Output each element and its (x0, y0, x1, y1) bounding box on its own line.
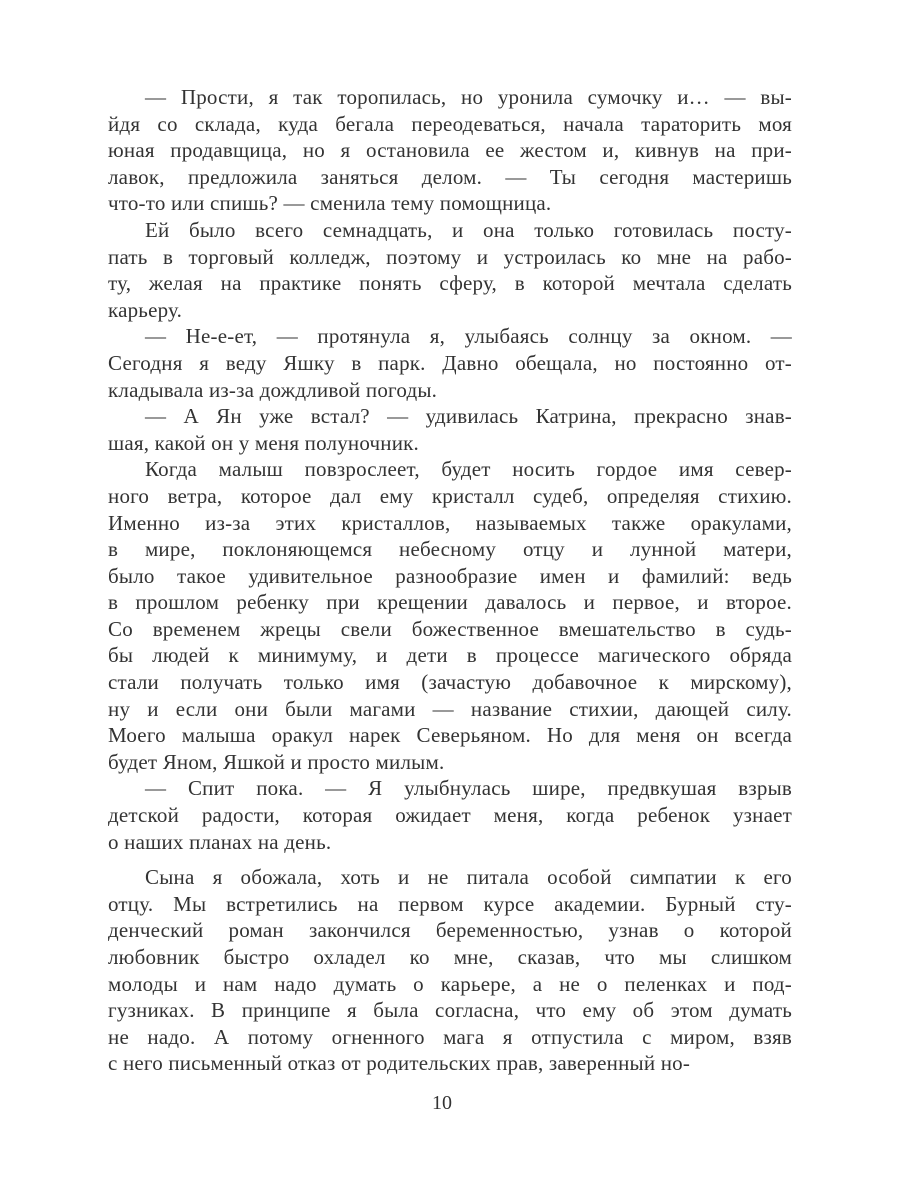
paragraph (108, 403, 792, 456)
text-line: денческий роман закончился беременностью, узнав о которой (108, 918, 792, 943)
paragraph (108, 775, 792, 855)
text-line: любовник быстро охладел ко мне, сказав, что мы слишком (108, 945, 792, 969)
paragraph (108, 456, 792, 775)
text-line: — Спит пока. — Я улыбнулась шире, предвкушая взрыв (145, 776, 792, 801)
paragraph (108, 323, 792, 403)
text-line: лавок, предложила заняться делом. — Ты сегодня мастеришь (108, 164, 792, 189)
text-line: бы людей к минимуму, и дети в процессе магического обряда (108, 643, 792, 668)
paragraph (108, 84, 792, 217)
text-line: юная продавщица, но я остановила ее жестом и, кивнув на при- (108, 138, 792, 163)
text-line: о наших планах на день. (108, 829, 332, 854)
text-line: кладывала из-за дождливой погоды. (108, 377, 438, 402)
text-line: в прошлом ребенку при крещении давалось и первое, и второе. (108, 590, 792, 615)
text-line: пать в торговый колледж, поэтому и устроилась ко мне на рабо- (108, 244, 792, 269)
text-line: в мире, поклоняющемся небесному отцу и лунной матери, (108, 537, 792, 562)
text-line: молоды и нам надо думать о карьере, а не о пеленках и под- (108, 971, 792, 996)
text-line: ну и если они были магами — название стихии, дающей силу. (108, 696, 792, 721)
paragraph (108, 864, 792, 1077)
text-line: что-то или спишь? — сменила тему помощница. (108, 191, 552, 216)
text-line: — Не-е-ет, — протянула я, улыбаясь солнцу за окном. — (145, 324, 792, 349)
text-line: гузниках. В принципе я была согласна, что ему об этом думать (108, 998, 792, 1023)
paragraph (108, 217, 792, 323)
text-line: карьеру. (108, 297, 183, 322)
text-line: Ей было всего семнадцать, и она только готовилась посту- (145, 217, 792, 242)
page-number: 10 (432, 1092, 452, 1114)
text-line: не надо. А потому огненного мага я отпустила с миром, взяв (108, 1024, 792, 1049)
text-line: отцу. Мы встретились на первом курсе академии. Бурный сту- (108, 891, 792, 916)
text-line: Сегодня я веду Яшку в парк. Давно обещала, но постоянно от- (108, 350, 792, 375)
text-line: Сына я обожала, хоть и не питала особой симпатии к его (145, 865, 792, 890)
text-line: было такое удивительное разнообразие имен и фамилий: ведь (108, 563, 792, 588)
page-text (108, 84, 792, 1077)
text-line: Именно из-за этих кристаллов, называемых также оракулами, (108, 510, 792, 535)
text-line: Когда малыш повзрослеет, будет носить гордое имя север- (145, 457, 792, 482)
text-line: Моего малыша оракул нарек Северьяном. Но для меня он всегда (108, 723, 792, 748)
text-line: шая, какой он у меня полуночник. (108, 430, 420, 455)
text-line: — А Ян уже встал? — удивилась Катрина, прекрасно знав- (145, 404, 792, 429)
text-line: ного ветра, которое дал ему кристалл судеб, определяя стихию. (108, 483, 792, 508)
text-line: ту, желая на практике понять сферу, в которой мечтала сделать (108, 271, 792, 296)
text-line: с него письменный отказ от родительских прав, заверенный но- (108, 1051, 691, 1076)
text-line: — Прости, я так торопилась, но уронила сумочку и… — вы- (145, 85, 792, 109)
text-line: детской радости, которая ожидает меня, когда ребенок узнает (108, 803, 792, 828)
text-line: будет Яном, Яшкой и просто милым. (108, 749, 445, 774)
text-line: стали получать только имя (зачастую добавочное к мирскому), (108, 670, 792, 695)
text-line: йдя со склада, куда бегала переодеваться, начала тараторить моя (108, 111, 792, 136)
text-line: Со временем жрецы свели божественное вмешательство в судь- (108, 616, 792, 641)
